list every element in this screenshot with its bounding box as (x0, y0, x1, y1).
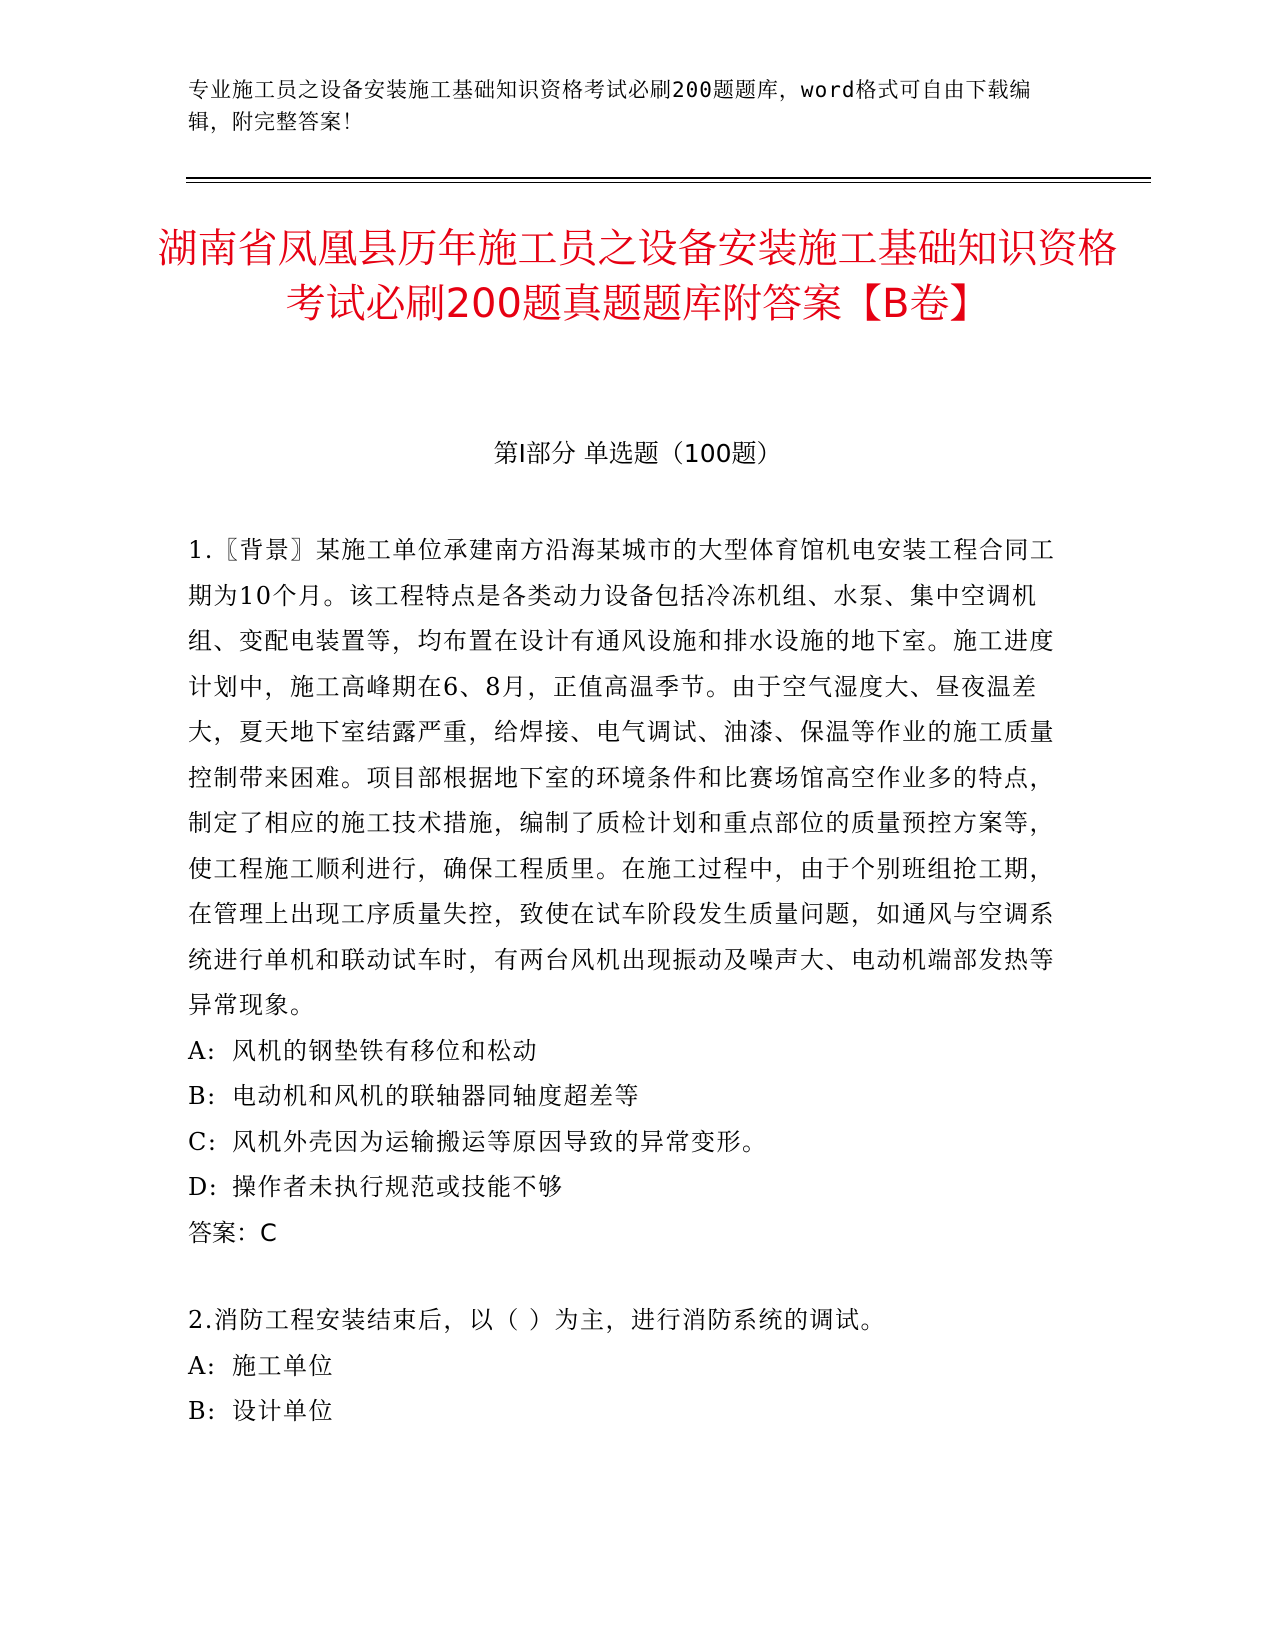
option-c (188, 1120, 1068, 1166)
option-a (188, 1344, 1068, 1390)
option-text: 施工单位 (232, 1351, 334, 1380)
question-text: 1.〖背景〗某施工单位承建南方沿海某城市的大型体育馆机电安装工程合同工期为10个月。该工程特点是各类动力设备包括冷冻机组、水泵、集中空调机组、变配电装置等，均布置在设计有通风设施和排水设施的地下室。施工进度计划中，施工高峰期在6、8月，正值高温季节。由于空气湿度大、昼夜温差大，夏天地下室结露严重，给焊接、电气调试、油漆、保温等作业的施工质量控制带来困难。项目部根据地下室的环境条件和比赛场馆高空作业多的特点，制定了相应的施工技术措施，编制了质检计划和重点部位的质量预控方案等，使工程施工顺利进行，确保工程质里。在施工过程中，由于个别班组抢工期，在管理上出现工序质量失控，致使在试车阶段发生质量问题，如通风与空调系统进行单机和联动试车时，有两台风机出现振动及噪声大、电动机端部发热等异常现象。 (188, 536, 1056, 1019)
option-text: 风机的钢垫铁有移位和松动 (232, 1036, 538, 1065)
option-key: C: (188, 1127, 218, 1156)
header-rule-thin (186, 182, 1151, 183)
option-text: 设计单位 (232, 1397, 334, 1425)
question-list (188, 528, 1068, 1435)
question-text: 2.消防工程安装结束后，以（ ）为主，进行消防系统的调试。 (188, 1306, 887, 1334)
question-2 (188, 1298, 1068, 1435)
option-text: 电动机和风机的联轴器同轴度超差等 (232, 1082, 640, 1110)
option-key: A: (188, 1036, 217, 1065)
option-text: 风机外壳因为运输搬运等原因导致的异常变形。 (232, 1127, 768, 1156)
option-key: D: (188, 1173, 219, 1201)
document-title: 湖南省凤凰县历年施工员之设备安装施工基础知识资格考试必刷200题真题题库附答案【B卷】 (157, 226, 1118, 327)
question-1 (188, 528, 1068, 1256)
option-d (188, 1165, 1068, 1211)
header-note: 专业施工员之设备安装施工基础知识资格考试必刷200题题库，word格式可自由下载编辑，附完整答案！ (188, 78, 1032, 134)
option-key: B: (188, 1397, 217, 1425)
option-key: A: (188, 1351, 217, 1380)
option-text: 操作者未执行规范或技能不够 (232, 1173, 564, 1201)
header-rule-thick (186, 177, 1151, 179)
section-title: 第Ⅰ部分 单选题（100题） (493, 439, 782, 468)
option-a (188, 1029, 1068, 1075)
option-b (188, 1389, 1068, 1435)
option-key: B: (188, 1082, 217, 1110)
option-b (188, 1074, 1068, 1120)
answer: 答案：C (188, 1218, 277, 1247)
